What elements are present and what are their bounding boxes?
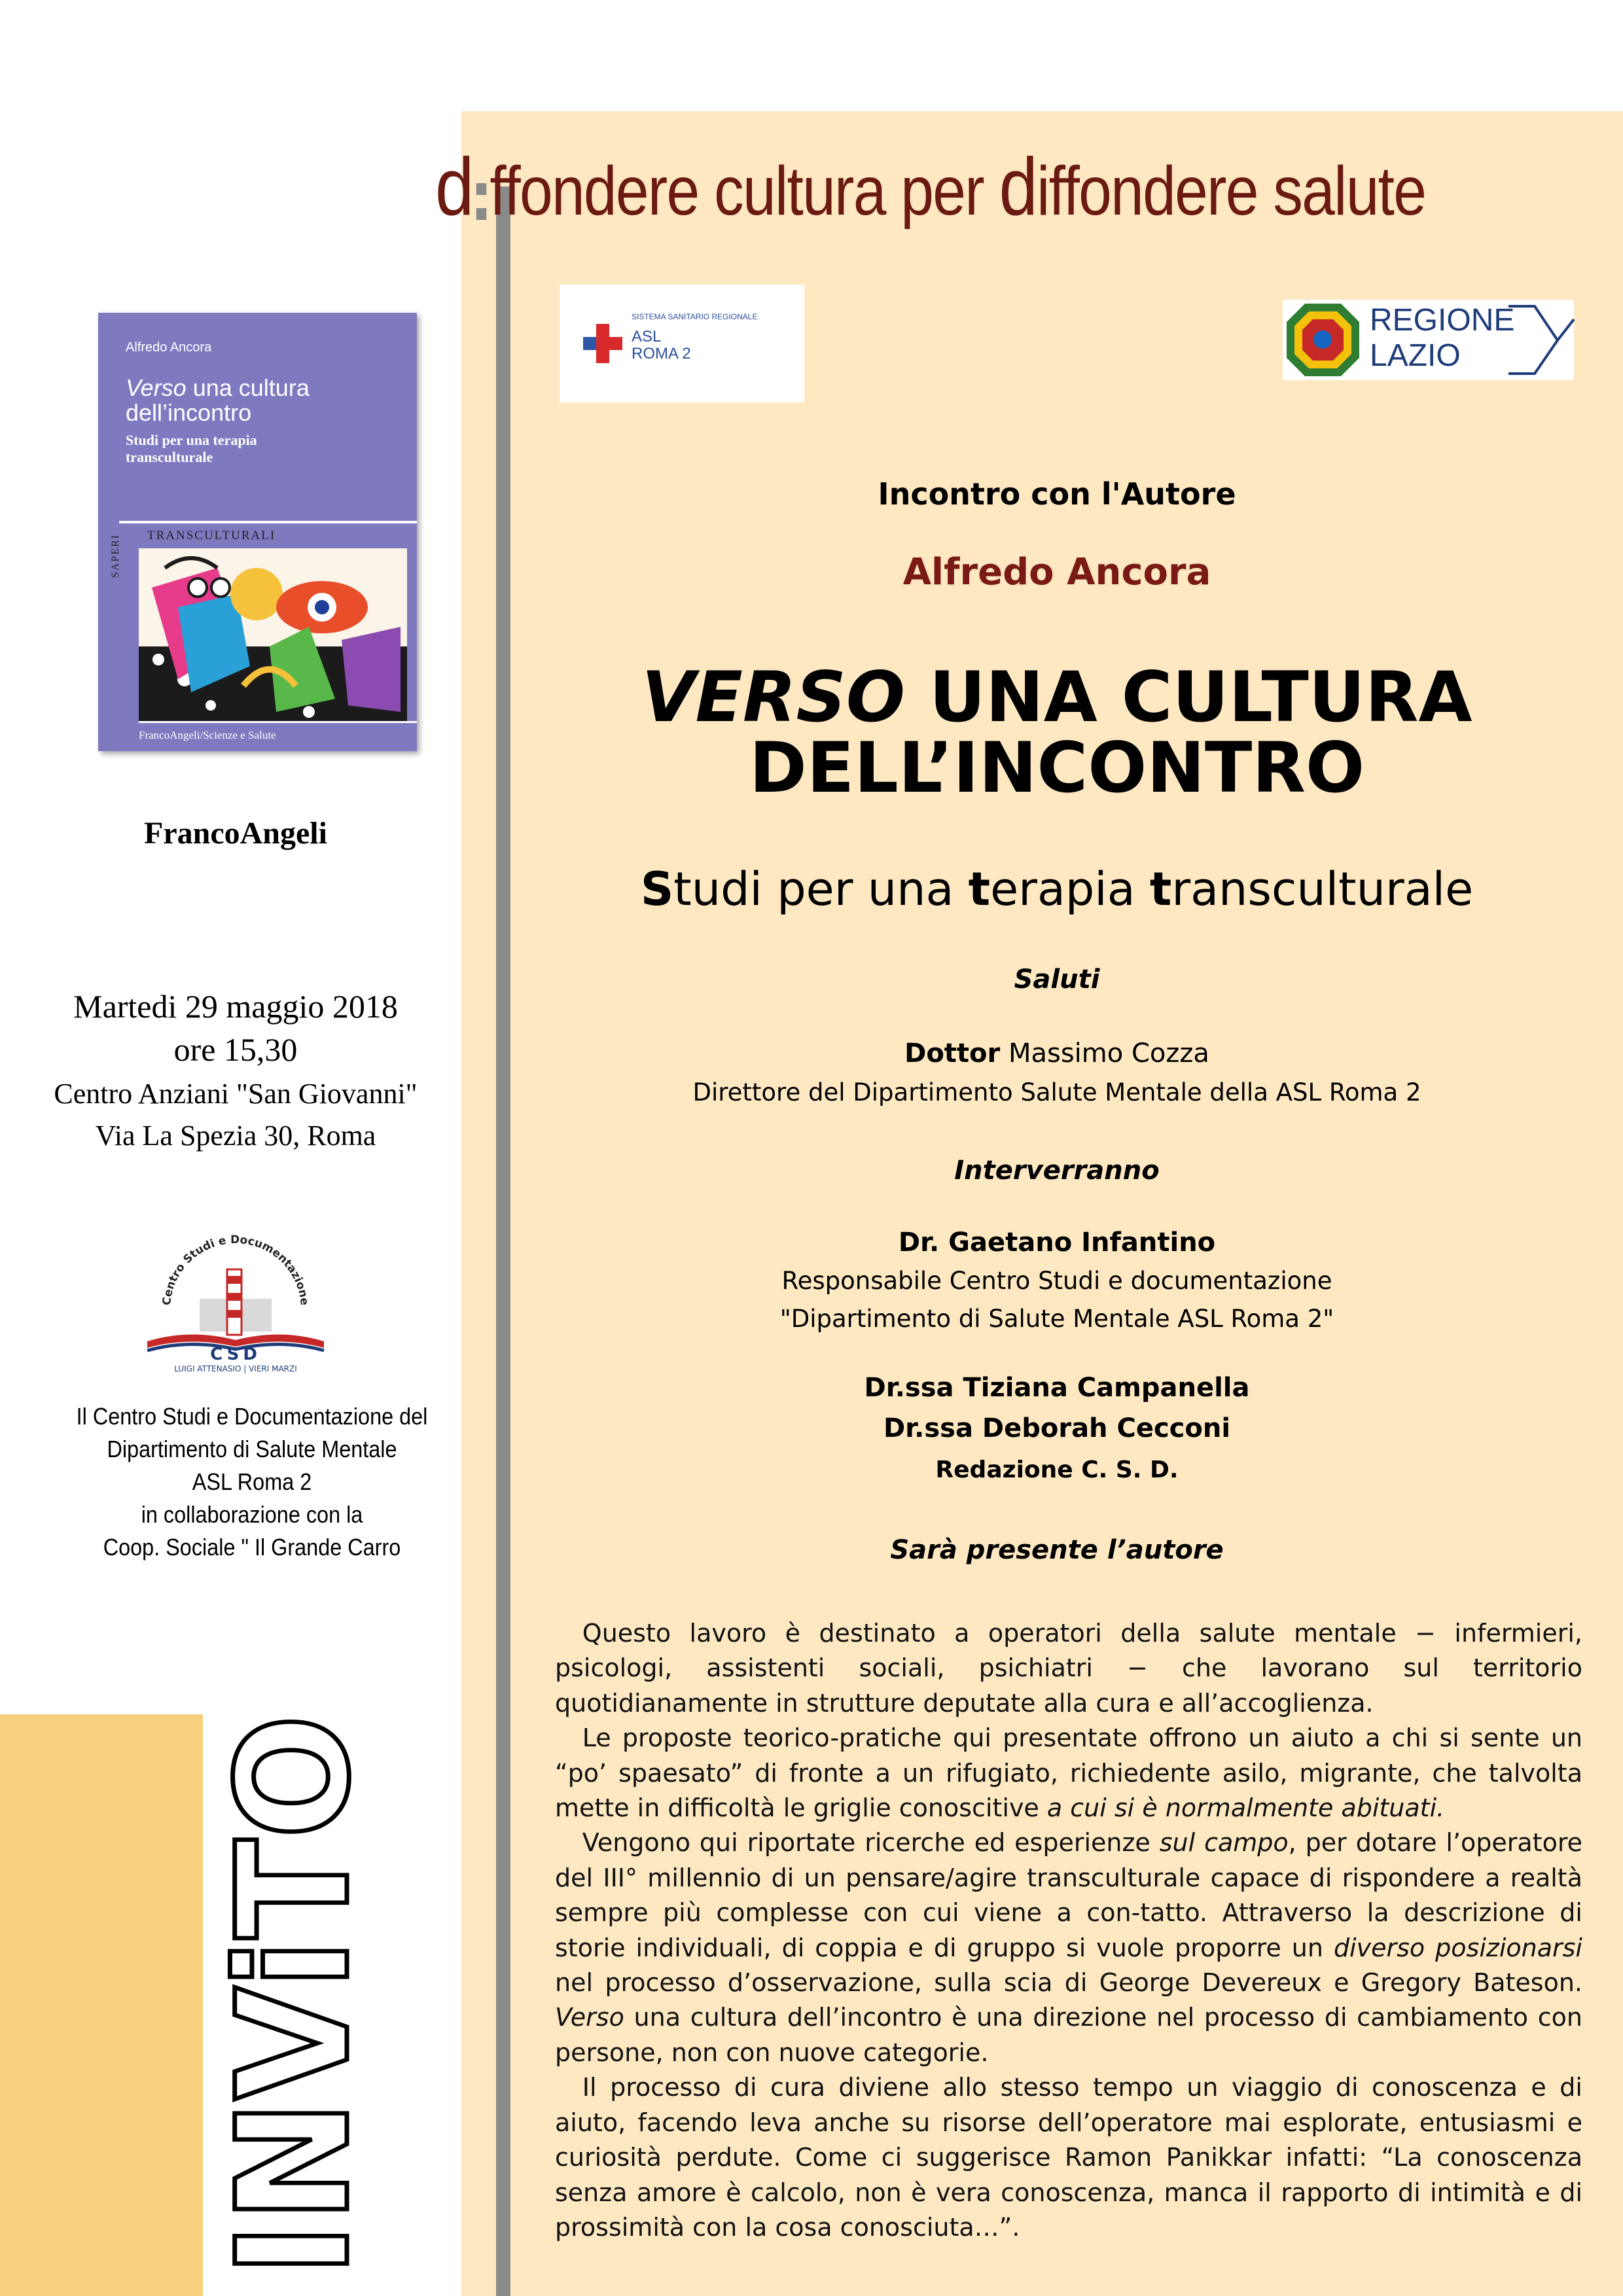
book-cover-artwork xyxy=(139,548,407,721)
presente-line: Sarà presente l’autore xyxy=(890,1535,1224,1565)
headline-part-1: ffondere cultura per xyxy=(490,152,999,230)
svg-text:INViTO: INViTO xyxy=(204,1714,384,2277)
lazio-emblem-icon xyxy=(1285,302,1361,378)
speaker3-name: Dr.ssa Tiziana Campanella xyxy=(864,1373,1250,1403)
book-cover-footer-rule xyxy=(139,721,417,723)
main-title-line2: DELL’INCONTRO xyxy=(749,728,1365,808)
main-title xyxy=(556,657,1558,808)
book-cover-rule xyxy=(119,521,417,523)
event-address: Via La Spezia 30, Roma xyxy=(95,1120,376,1152)
event-info xyxy=(0,985,471,1071)
main-title-rest: UNA CULTURA xyxy=(905,657,1472,737)
headline-colon xyxy=(473,164,490,229)
speaker4-name: Dr.ssa Deborah Cecconi xyxy=(883,1413,1231,1443)
event-date: Martedi 29 maggio 2018 xyxy=(73,988,398,1025)
csd-logo xyxy=(141,1230,330,1381)
description-paragraph-3: Vengono qui riportate ricerche ed esperienze sul campo, per dotare l’operatore del III° millennio di un pensare/agire transculturale capace di rispondere a realtà sempre più complesse con cui viene a con-tatto. Attraverso la descrizione di storie individuali, di coppia e di gruppo si vuole proporre un diverso posizionarsi nel processo d’osservazione, sulla scia di George Devereux e Gregory Bateson. Verso una cultura dell’incontro è una direzione nel processo di cambiamento con persone, non con nuove categorie. xyxy=(555,1828,1582,2067)
event-venue: Centro Anziani "San Giovanni" xyxy=(54,1078,418,1110)
book-cover-series: TRANSCULTURALI xyxy=(147,529,276,542)
organizer-text: Il Centro Studi e Documentazione del Dipartimento di Salute Mentale ASL Roma 2 in collaborazione con la Coop. Sociale " Il Grande Carro xyxy=(76,1403,428,1561)
description-paragraph-4: Il processo di cura diviene allo stesso tempo un viaggio di conoscenza e di aiuto, facendo leva anche su risorse dell’operatore mai esplorate, entusiasmi e curiosità perdute. Come ci suggerisce Ramon Panikkar infatti: “La conoscenza senza amore è calcolo, non è vera conoscenza, manca il rapporto di intimità e di prossimità con la cosa conosciuta…”. xyxy=(555,2073,1582,2242)
book-cover-side-label: SAPERI xyxy=(110,533,121,578)
description-text xyxy=(555,1616,1582,2245)
lazio-logo-line2: LAZIO xyxy=(1370,338,1461,373)
intro-line: Incontro con l'Autore xyxy=(878,476,1236,512)
asl-logo-line3: ROMA 2 xyxy=(632,345,691,362)
speaker1-role: Direttore del Dipartimento Salute Mentale della ASL Roma 2 xyxy=(692,1078,1421,1106)
red-cross-icon xyxy=(583,324,622,363)
headline-part-2: iffondere salute xyxy=(1037,152,1426,230)
book-cover-footer: FrancoAngeli/Scienze e Salute xyxy=(139,729,276,741)
book-cover xyxy=(98,313,417,751)
headline-initial-1: d xyxy=(435,142,473,232)
asl-logo-line2: ASL xyxy=(632,328,662,345)
asl-logo-line1: SISTEMA SANITARIO REGIONALE xyxy=(632,312,758,321)
speaker2-name: Dr. Gaetano Infantino xyxy=(898,1227,1216,1258)
csd-acronym: CSD xyxy=(210,1345,261,1364)
headline-initial-2: d xyxy=(999,142,1037,232)
event-location xyxy=(0,1073,471,1157)
asl-roma2-logo xyxy=(560,285,804,402)
lazio-logo-line1: REGIONE xyxy=(1370,303,1515,338)
author-name: Alfredo Ancora xyxy=(902,551,1211,593)
headline xyxy=(435,141,1425,234)
regione-lazio-logo xyxy=(1283,300,1574,380)
saluti-heading: Saluti xyxy=(1014,964,1100,995)
description-paragraph-1: Questo lavoro è destinato a operatori della salute mentale − infermieri, psicologi, assistenti sociali, psichiatri − che lavorano sul territorio quotidianamente in strutture deputate alla cura e all’accoglienza. xyxy=(555,1619,1582,1718)
svg-text:Centro Studi e Documentazione: Centro Studi e Documentazione xyxy=(160,1233,311,1306)
main-subtitle: Studi per una terapia transculturale xyxy=(640,862,1474,916)
speaker1-name: Dottor Massimo Cozza xyxy=(904,1038,1209,1069)
vertical-divider xyxy=(496,186,510,2296)
interverranno-heading: Interverranno xyxy=(954,1156,1160,1186)
event-time: ore 15,30 xyxy=(173,1031,298,1068)
book-cover-author: Alfredo Ancora xyxy=(126,340,212,355)
csd-names: LUIGI ATTENASIO | VIERI MARZI xyxy=(174,1364,297,1373)
redazione-line: Redazione C. S. D. xyxy=(935,1457,1179,1483)
main-title-italic: VERSO xyxy=(641,657,905,737)
book-cover-subtitle: Studi per una terapia transculturale xyxy=(126,432,257,465)
invito-accent-block xyxy=(0,1714,203,2296)
publisher-name: FrancoAngeli xyxy=(144,816,327,851)
description-paragraph-2: Le proposte teorico-pratiche qui presentate offrono un aiuto a chi si sente un “po’ spaesato” di fronte a un rifugiato, richiedente asilo, migrante, che talvolta mette in difficoltà le griglie conoscitive a cui si è normalmente abituati. xyxy=(555,1723,1582,1823)
lazio-logo-chevron xyxy=(1508,300,1574,380)
speaker2-role1: Responsabile Centro Studi e documentazione xyxy=(781,1267,1332,1295)
book-cover-title: Verso una cultura dell’incontro xyxy=(126,374,310,426)
invito-word xyxy=(204,1701,384,2290)
speaker2-role2: "Dipartimento di Salute Mentale ASL Roma 2" xyxy=(779,1305,1334,1333)
